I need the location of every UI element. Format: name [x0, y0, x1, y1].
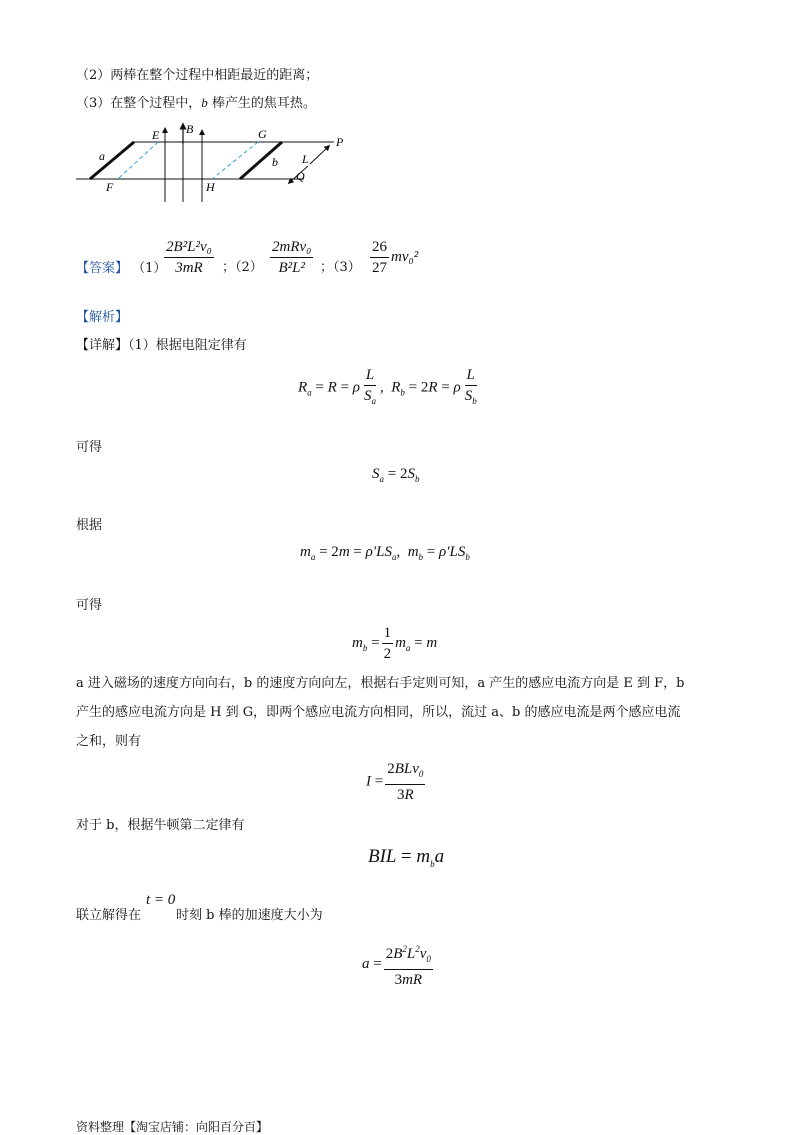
eq-mb: $m_b$ = $\frac{1}{2}$ $m_a = m$ — [352, 625, 438, 662]
label-p: P — [336, 135, 344, 149]
gen-ju: 根据 — [76, 518, 103, 533]
para1-line2: 产生的感应电流方向是 H 到 G，即两个感应电流方向相同，所以，流过 a、b 的感应电流是两个感应电流 — [76, 705, 681, 720]
footer-note: 资料整理【淘宝店铺：向阳百分百】 — [76, 1120, 269, 1134]
label-f: F — [106, 180, 114, 194]
para1-line3: 之和，则有 — [76, 734, 142, 749]
detail-intro-text: （1）根据电阻定律有 — [128, 338, 247, 353]
answer-1 — [162, 238, 216, 277]
para1-line1: a 进入磁场的速度方向向右，b 的速度方向向左，根据右手定则可知，a 产生的感应电流方向是 E 到 F，b — [76, 676, 685, 691]
detail-tag: 【详解】 — [76, 338, 129, 353]
eq-acceleration: a = $\frac{2B^2L^2v_0}{3mR}$ — [362, 940, 435, 989]
label-rod-b: b — [272, 155, 278, 169]
answer-2-num: 2mRv₀ — [270, 238, 313, 258]
dui-yu: 对于 b，根据牛顿第二定律有 — [76, 818, 245, 833]
rails-figure — [72, 122, 352, 212]
label-q: Q — [296, 169, 305, 183]
question-3-var: b — [201, 95, 208, 110]
label-l: L — [302, 152, 309, 166]
answer-line — [76, 254, 166, 284]
rod-a — [90, 142, 134, 179]
question-3 — [76, 93, 316, 114]
question-2: （2）两棒在整个过程中相距最近的距离； — [76, 68, 319, 83]
lian-li-suffix: 时刻 b 棒的加速度大小为 — [176, 908, 323, 923]
boundary-gh — [212, 142, 258, 179]
lian-li-prefix: 联立解得在 — [76, 908, 142, 923]
boundary-ef — [118, 142, 158, 179]
lian-li-line — [76, 906, 141, 926]
label-a: a — [99, 149, 105, 163]
eq-area: $S_a = 2S_b$ — [372, 466, 420, 484]
answer-2-den: B²L² — [278, 260, 305, 276]
label-g: G — [258, 127, 267, 141]
ke-de-2: 可得 — [76, 598, 103, 613]
answer-2 — [268, 238, 315, 277]
answer-part-2: ；（2） — [222, 260, 263, 275]
eq-current: I = $\frac{2BLv_0}{3R}$ — [366, 761, 424, 803]
eq-resistance: $R_a = R = \rho$ $\frac{L}{S_a}$ , $R_b = 2R = \rho$ $\frac{L}{S_b}$ — [298, 367, 477, 406]
question-3-suffix: 棒产生的焦耳热。 — [207, 96, 316, 111]
answer-3-den: 27 — [372, 260, 387, 276]
label-b-field: B — [186, 122, 194, 136]
answer-part-1: （1） — [132, 261, 167, 276]
label-e: E — [152, 128, 160, 142]
ke-de-1: 可得 — [76, 440, 103, 455]
answer-3-tail: mv₀² — [391, 248, 419, 265]
answer-tag: 【答案】 — [76, 261, 129, 276]
analysis-tag: 【解析】 — [76, 310, 129, 325]
detail-intro — [76, 336, 247, 356]
question-3-prefix: （3）在整个过程中， — [76, 96, 202, 111]
answer-3-num: 26 — [370, 238, 389, 258]
answer-1-den: 3mR — [175, 260, 203, 276]
eq-mass: $m_a = 2m = \rho'LS_a$, $m_b = \rho'LS_b$ — [300, 544, 470, 562]
eq-newton: BIL = $m_ba$ — [368, 846, 445, 869]
label-h: H — [206, 180, 215, 194]
t-equals-zero: t = 0 — [146, 892, 176, 908]
answer-1-num: 2B²L²v₀ — [164, 238, 214, 258]
answer-part-3: ；（3） — [320, 260, 361, 275]
answer-3 — [368, 238, 418, 277]
